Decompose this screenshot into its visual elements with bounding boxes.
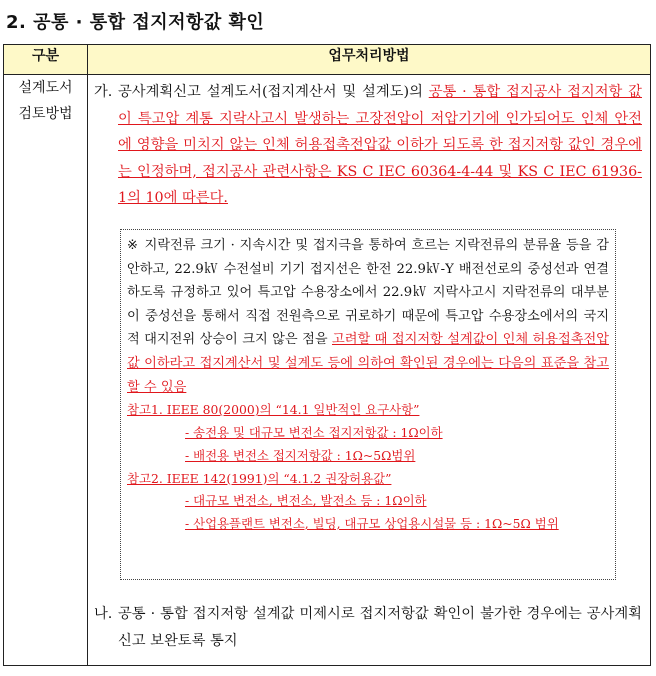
- item-ga-marker: 가.: [94, 84, 113, 100]
- method-cell: [88, 75, 651, 666]
- header-category: 구분: [4, 45, 88, 75]
- reference-2-item: - 산업용플랜트 변전소, 빌딩, 대규모 상업용시설물 등 : 1Ω~5Ω 범위: [185, 516, 559, 532]
- reference-1-item: - 배전용 변전소 접지저항값 : 1Ω~5Ω범위: [185, 447, 416, 463]
- category-cell: [4, 75, 88, 666]
- header-method: 업무처리방법: [88, 45, 651, 75]
- item-na-text: 공통 · 통합 접지저항 설계값 미제시로 접지저항값 확인이 불가한 경우에는 공사계획신고 보완토록 통지: [118, 606, 642, 649]
- note-highlight: 고려할 때 접지저항 설계값이 인체 허용접촉전압값 이하라고 접지계산서 및 설계도 등에 의하여 확인된 경우에는 다음의 표준을 참고 할 수 있음: [127, 332, 609, 395]
- section-title: 2. 공통 · 통합 접지저항값 확인: [6, 12, 265, 33]
- reference-2-item: - 대규모 변전소, 변전소, 발전소 등 : 1Ω이하: [185, 493, 427, 509]
- reference-2-title: 참고2. IEEE 142(1991)의 “4.1.2 권장허용값”: [127, 470, 392, 486]
- item-na: [94, 601, 642, 654]
- procedure-table: [3, 44, 651, 666]
- note-mark-icon: ※: [127, 238, 139, 253]
- reference-note-box: [120, 229, 616, 580]
- note-plain: 지락전류 크기 · 지속시간 및 접지극을 통하여 흐르는 지락전류의 분류율 등을 감안하고, 22.9㎸ 수전설비 기기 접지선은 한전 22.9㎸-Y 배전선로의 중성선과 연결하도록 규정하고 있어 특고압 수용장소에서 22.9㎸ 지락사고시 지락전류의 대부분이 중성선을 통해서 직접 전원측으로 귀로하기 때문에 특고압 수용장소에서의 국지적 대지전위 상승이 크지 않은 점을: [127, 238, 609, 348]
- item-ga-text: [94, 79, 642, 212]
- item-na-marker: 나.: [94, 606, 113, 622]
- item-ga-highlight: 공통 · 통합 접지공사 접지저항 값이 특고압 계통 지락사고시 발생하는 고장전압이 저압기기에 인가되어도 인체 안전에 영향을 미치지 않는 인체 허용접촉전압값 이하가 되도록 한 접지저항 값인 경우에는 인정하며, 접지공사 관련사항은 KS C IEC 60364-4-44 및 KS C IEC 61936-1의 10에 따른다.: [118, 84, 642, 206]
- category-label: 설계도서 검토방법: [18, 80, 73, 122]
- item-ga: [94, 79, 642, 212]
- item-ga-plain: 공사계획신고 설계도서(접지계산서 및 설계도)의: [118, 84, 429, 100]
- reference-1-item: - 송전용 및 대규모 변전소 접지저항값 : 1Ω이하: [185, 424, 443, 440]
- note-text: [127, 234, 609, 399]
- reference-1-title: 참고1. IEEE 80(2000)의 “14.1 일반적인 요구사항”: [127, 402, 420, 418]
